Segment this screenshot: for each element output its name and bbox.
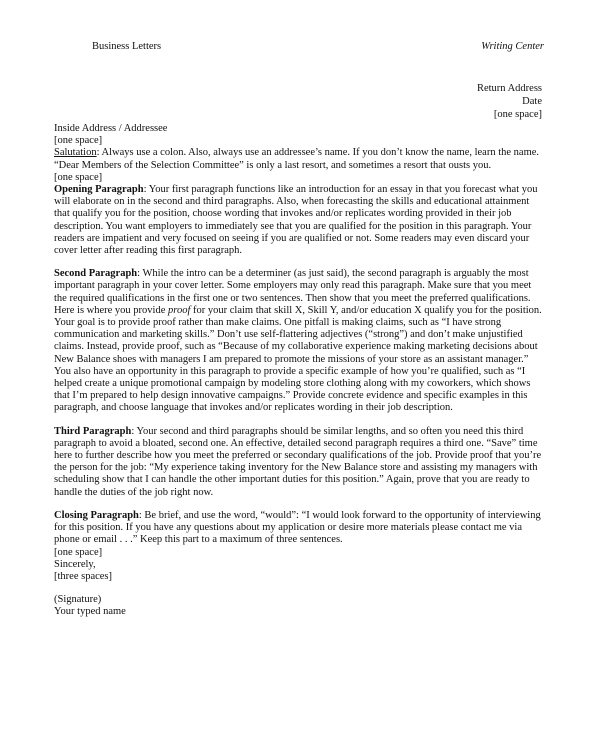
return-address: Return Address (476, 83, 542, 94)
typed-name-line: Your typed name (54, 606, 126, 618)
opening-label: Opening Paragraph (54, 184, 144, 196)
closing-paragraph (54, 510, 546, 547)
header-left: Business Letters (92, 41, 162, 52)
closing-text: : Be brief, and use the word, “would”: “I would look forward to the opportunity of interviewing for this position. If you have any questions about my application or desire more materials please contact me via phone or email . . .” Keep this part to a maximum of three sentences. (54, 509, 541, 546)
date-line: Date (522, 96, 542, 107)
salutation-paragraph (54, 147, 546, 171)
signature-line: (Signature) (54, 594, 102, 606)
third-text: : Your second and third paragraphs should be similar lengths, and so often you need this third paragraph to avoid a bloated, second one. An effective, detailed second paragraph requires a third one. “Save” time here to further describe how you meet the preferred or secondary qualifications of the job. Provide proof that you’re the person for the job: “My experience taking inventory for the New Balance store and assisting my managers with scheduling show that I can handle the other important duties for this position.” Again, prove that you are ready to handle the duties of the job right now. (54, 425, 542, 498)
opening-paragraph (54, 184, 546, 257)
sincerely-line: Sincerely, (54, 558, 96, 570)
second-text-b: for your claim that skill X, Skill Y, and/or education X qualify you for the position. Your goal is to provide proof rather than make claims. One pitfall is making claims, such as “I have strong communication and marketing skills.” Don’t use self-flattering adjectives (“strong”) and don’t make unjustified claims. Instead, provide proof, such as “Because of my collaborative experience making marketing decisions about New Balance shoes with managers I am prepared to promote the missions of your store as an assistant manager.” You also have an opportunity in this paragraph to provide a specific example of how you’re qualified, such as “I helped create a unique promotional campaign by modeling store clothing along with my coworkers, which shows that I’m prepared to help design innovative campaigns.” Provide concrete evidence and specific examples in this paragraph, and choose language that invokes and/or replicates wording in their job description. (54, 304, 542, 414)
one-space-note: [one space] (54, 135, 103, 147)
header-right: Writing Center (481, 41, 544, 52)
one-space-note: [one space] (54, 546, 103, 558)
closing-label: Closing Paragraph (54, 509, 139, 521)
inside-address: Inside Address / Addressee (54, 123, 168, 134)
second-label: Second Paragraph (54, 268, 138, 280)
second-paragraph (54, 268, 546, 414)
one-space-note: [one space] (54, 171, 103, 183)
salutation-text: : Always use a colon. Also, always use an addressee’s name. If you don’t know the name, learn the name. “Dear Members of the Selection Committee” is only a last resort, and sometimes a resort that ousts you. (54, 147, 540, 171)
second-emphasis: proof (168, 304, 191, 316)
third-label: Third Paragraph (54, 425, 132, 437)
salutation-label: Salutation (54, 147, 97, 159)
opening-text: : Your first paragraph functions like an introduction for an essay in that you forecast what you will elaborate on in the second and third paragraphs. Also, when forecasting the skills and educational attainment that qualify you for the position, choose wording that invokes and/or replicates wording provided in their job description. You want employers to immediately see that you are qualified for the position in this paragraph. Your readers are impatient and very focused on seeing if you are qualified or not. Some readers may even discard your cover letter after reading this first paragraph. (54, 184, 538, 257)
second-text-a: : While the intro can be a determiner (as just said), the second paragraph is arguably the most important paragraph in your cover letter. Some employers may only read this paragraph. Make sure that you meet the required qualifications in the first one or two sentences. Then show that you meet the preferred qualifications. Here is where you provide (54, 268, 532, 316)
one-space-note: [one space] (493, 109, 542, 120)
three-spaces-note: [three spaces] (54, 570, 113, 582)
return-address-block (477, 82, 542, 121)
third-paragraph (54, 426, 546, 499)
letter-body (54, 123, 546, 619)
